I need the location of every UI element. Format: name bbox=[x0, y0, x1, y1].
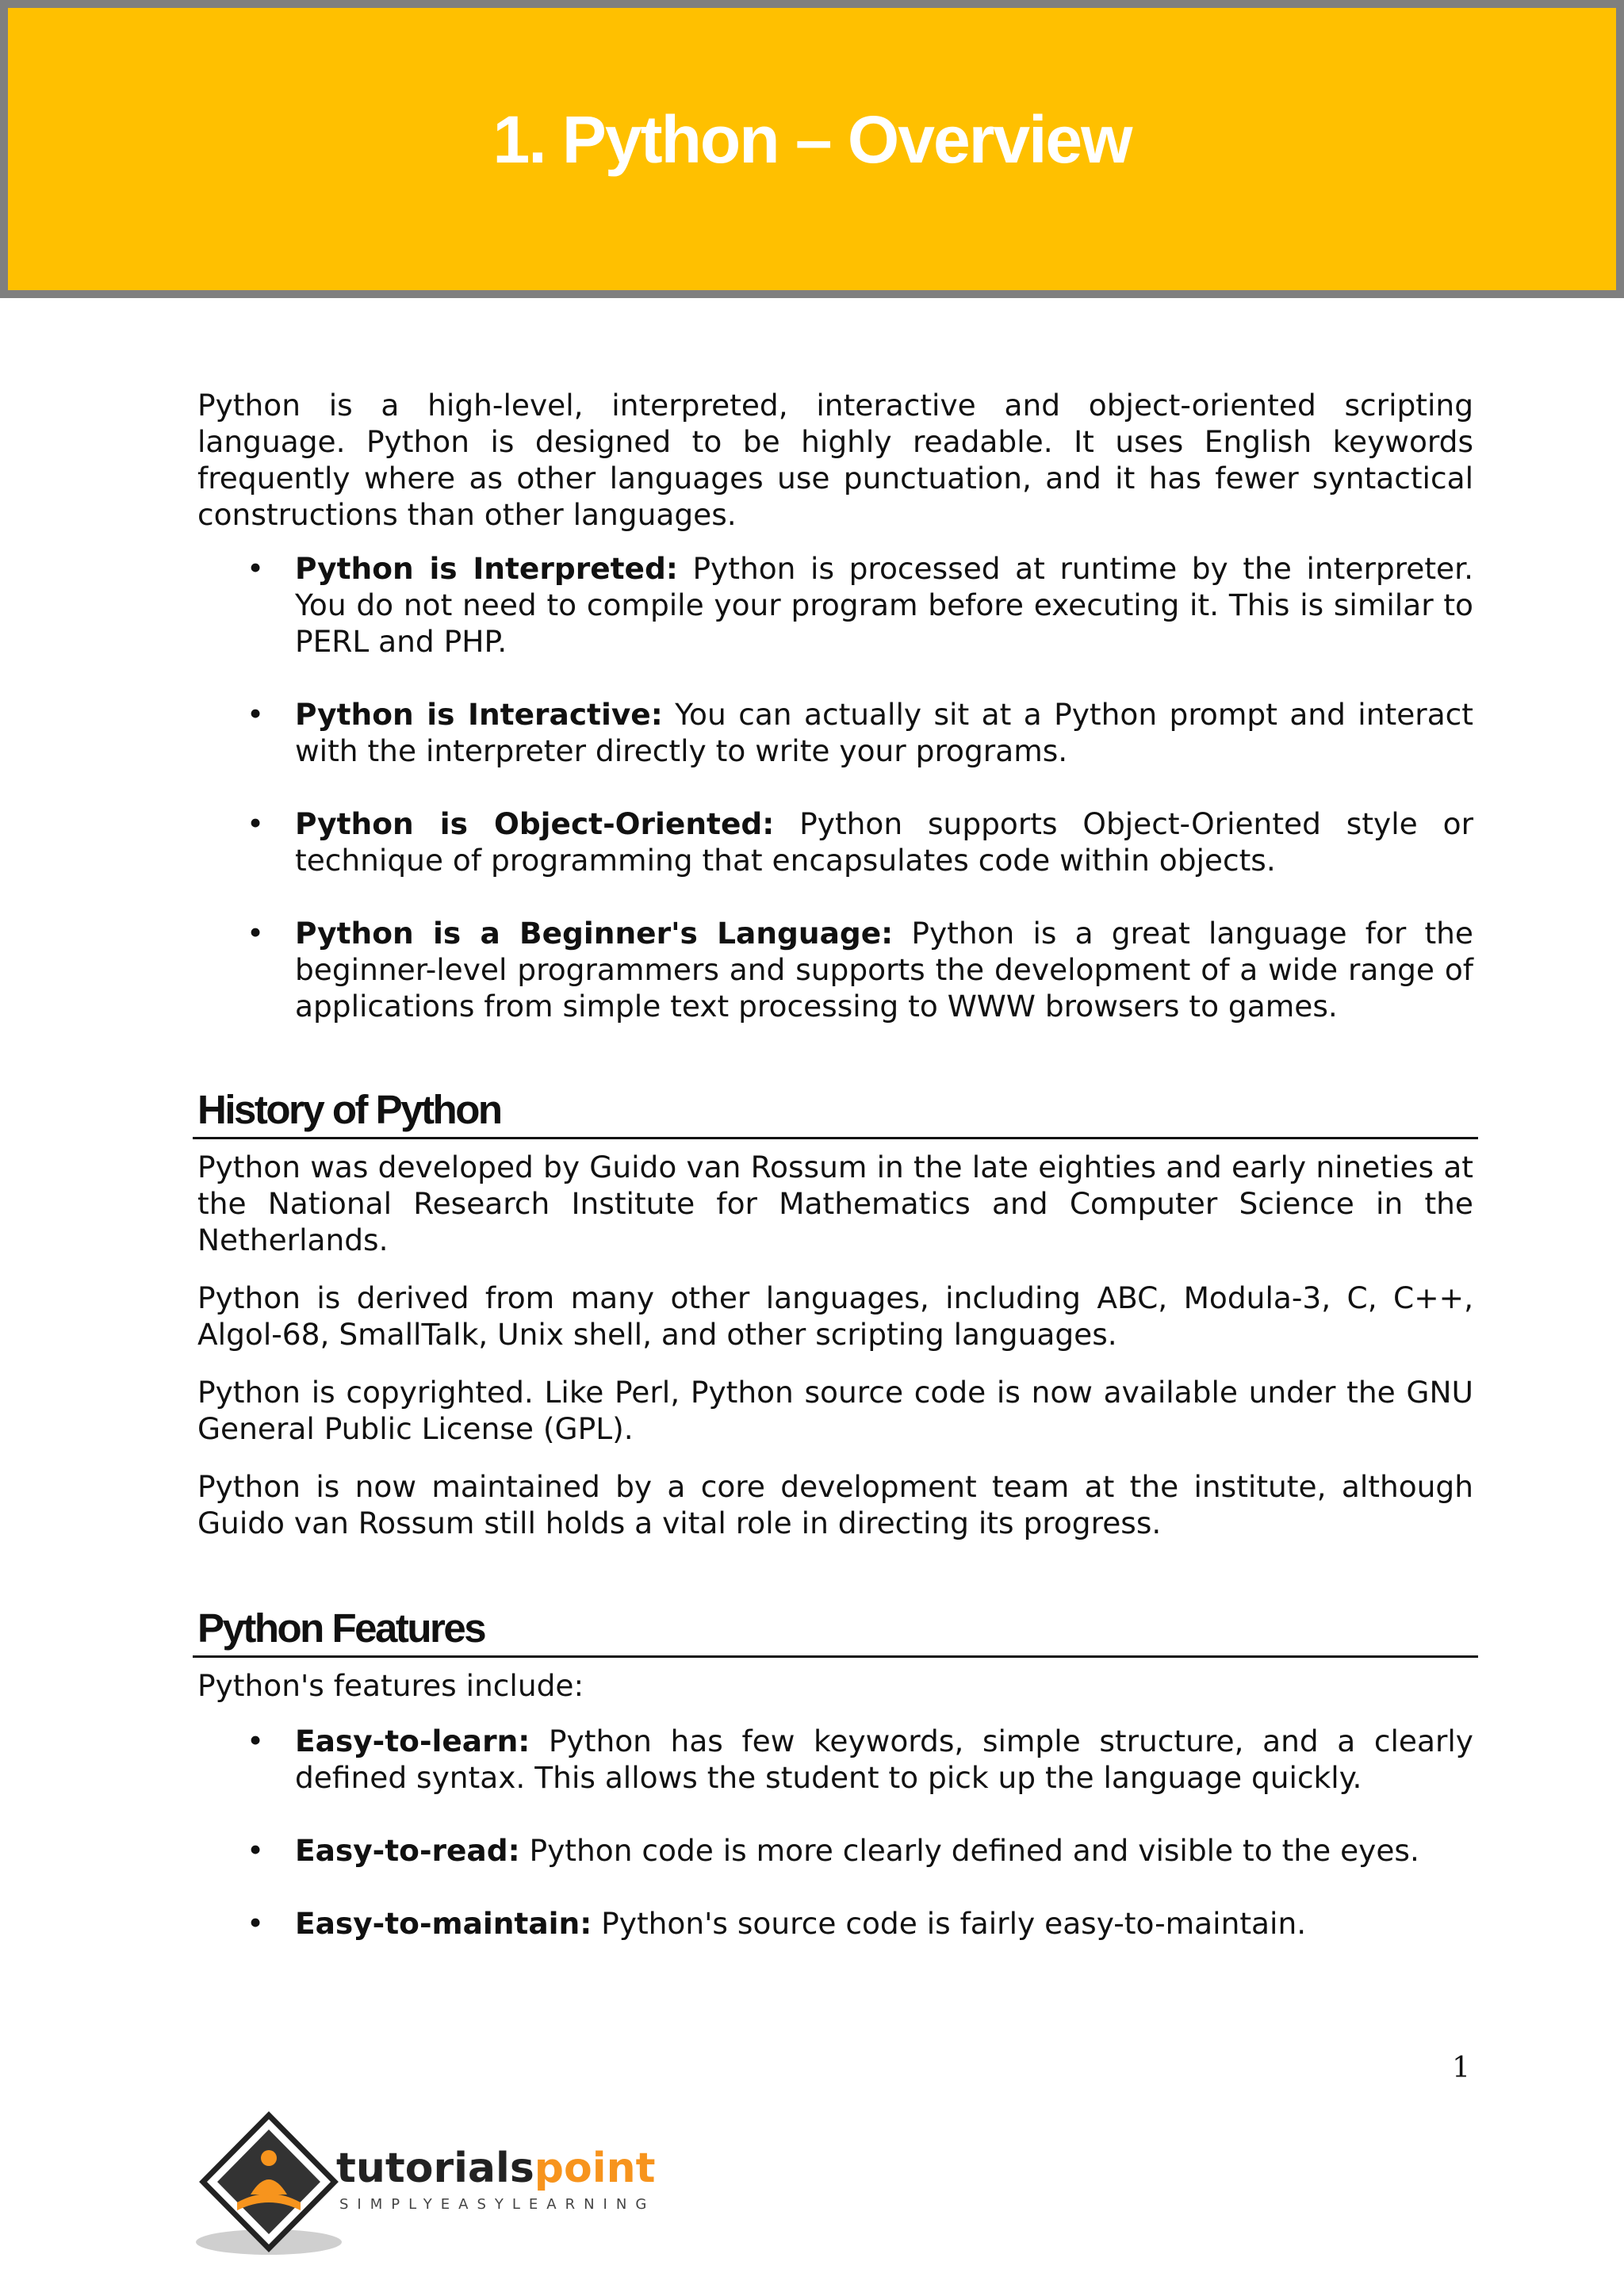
history-paragraph: Python is copyrighted. Like Perl, Python source code is now available under the GNU General Public License (GPL). bbox=[197, 1375, 1473, 1446]
bullet-term: Python is Interpreted: bbox=[295, 551, 678, 586]
bullet-text: Python code is more clearly defined and visible to the eyes. bbox=[519, 1833, 1419, 1868]
bullet-term: Python is a Beginner's Language: bbox=[295, 916, 894, 951]
logo-wordmark: tutorialspoint bbox=[336, 2145, 656, 2192]
list-item bbox=[197, 696, 1473, 769]
intro-paragraph: Python is a high-level, interpreted, interactive and object-oriented scripting language. Python is designed to be highly readable. It uses English keywords frequently where as other languages use punctuation, and it has fewer syntactical constructions than other languages. bbox=[197, 388, 1473, 532]
bullet-text: You can actually sit at a Python prompt and interact with the interpreter directly to write your programs. bbox=[295, 697, 1473, 768]
bullet-text: Python is a great language for the beginner-level programmers and supports the development of a wide range of applications from simple text processing to WWW browsers to games. bbox=[295, 916, 1473, 1024]
bullet-term: Python is Object-Oriented: bbox=[295, 806, 775, 841]
bullet-dot: • bbox=[247, 1724, 265, 1758]
bullet-text: Python supports Object-Oriented style or technique of programming that encapsulates code within objects. bbox=[295, 806, 1473, 878]
bullet-text: Python is processed at runtime by the interpreter. You do not need to compile your program before executing it. This is similar to PERL and PHP. bbox=[295, 551, 1474, 659]
section-heading-features: Python Features bbox=[193, 1605, 1478, 1658]
tutorialspoint-logo bbox=[193, 2109, 677, 2260]
list-item bbox=[197, 1905, 1473, 1942]
page-number: 1 bbox=[1452, 2052, 1470, 2084]
list-item bbox=[197, 806, 1473, 878]
bullet-dot: • bbox=[247, 806, 265, 841]
page-content bbox=[197, 387, 1473, 1942]
features-bullet-list bbox=[197, 1723, 1473, 1942]
chapter-banner bbox=[0, 0, 1624, 298]
section-heading-history: History of Python bbox=[193, 1086, 1478, 1139]
bullet-term: Easy-to-learn: bbox=[295, 1724, 530, 1758]
bullet-dot: • bbox=[247, 697, 265, 732]
bullet-dot: • bbox=[247, 1833, 265, 1868]
history-paragraph: Python is derived from many other languages, including ABC, Modula-3, C, C++, Algol-68, SmallTalk, Unix shell, and other scripting languages. bbox=[197, 1280, 1473, 1352]
bullet-term: Python is Interactive: bbox=[295, 697, 663, 732]
list-item bbox=[197, 1832, 1473, 1869]
bullet-dot: • bbox=[247, 551, 265, 586]
list-item bbox=[197, 550, 1473, 660]
bullet-dot: • bbox=[247, 916, 265, 951]
bullet-term: Easy-to-read: bbox=[295, 1833, 520, 1868]
history-paragraph: Python is now maintained by a core development team at the institute, although Guido van Rossum still holds a vital role in directing its progress. bbox=[197, 1469, 1473, 1540]
bullet-dot: • bbox=[247, 1906, 265, 1941]
logo-tagline: SIMPLYEASYLEARNING bbox=[339, 2196, 656, 2213]
bullet-term: Easy-to-maintain: bbox=[295, 1906, 592, 1941]
intro-bullet-list bbox=[197, 550, 1473, 1024]
list-item bbox=[197, 1723, 1473, 1796]
list-item bbox=[197, 915, 1473, 1024]
bullet-text: Python has few keywords, simple structure, and a clearly defined syntax. This allows the student to pick up the language quickly. bbox=[295, 1724, 1473, 1795]
history-paragraph: Python was developed by Guido van Rossum in the late eighties and early nineties at the National Research Institute for Mathematics and Computer Science in the Netherlands. bbox=[197, 1150, 1473, 1257]
chapter-title: 1. Python – Overview bbox=[492, 102, 1132, 177]
features-intro: Python's features include: bbox=[197, 1668, 584, 1703]
bullet-text: Python's source code is fairly easy-to-maintain. bbox=[592, 1906, 1307, 1941]
